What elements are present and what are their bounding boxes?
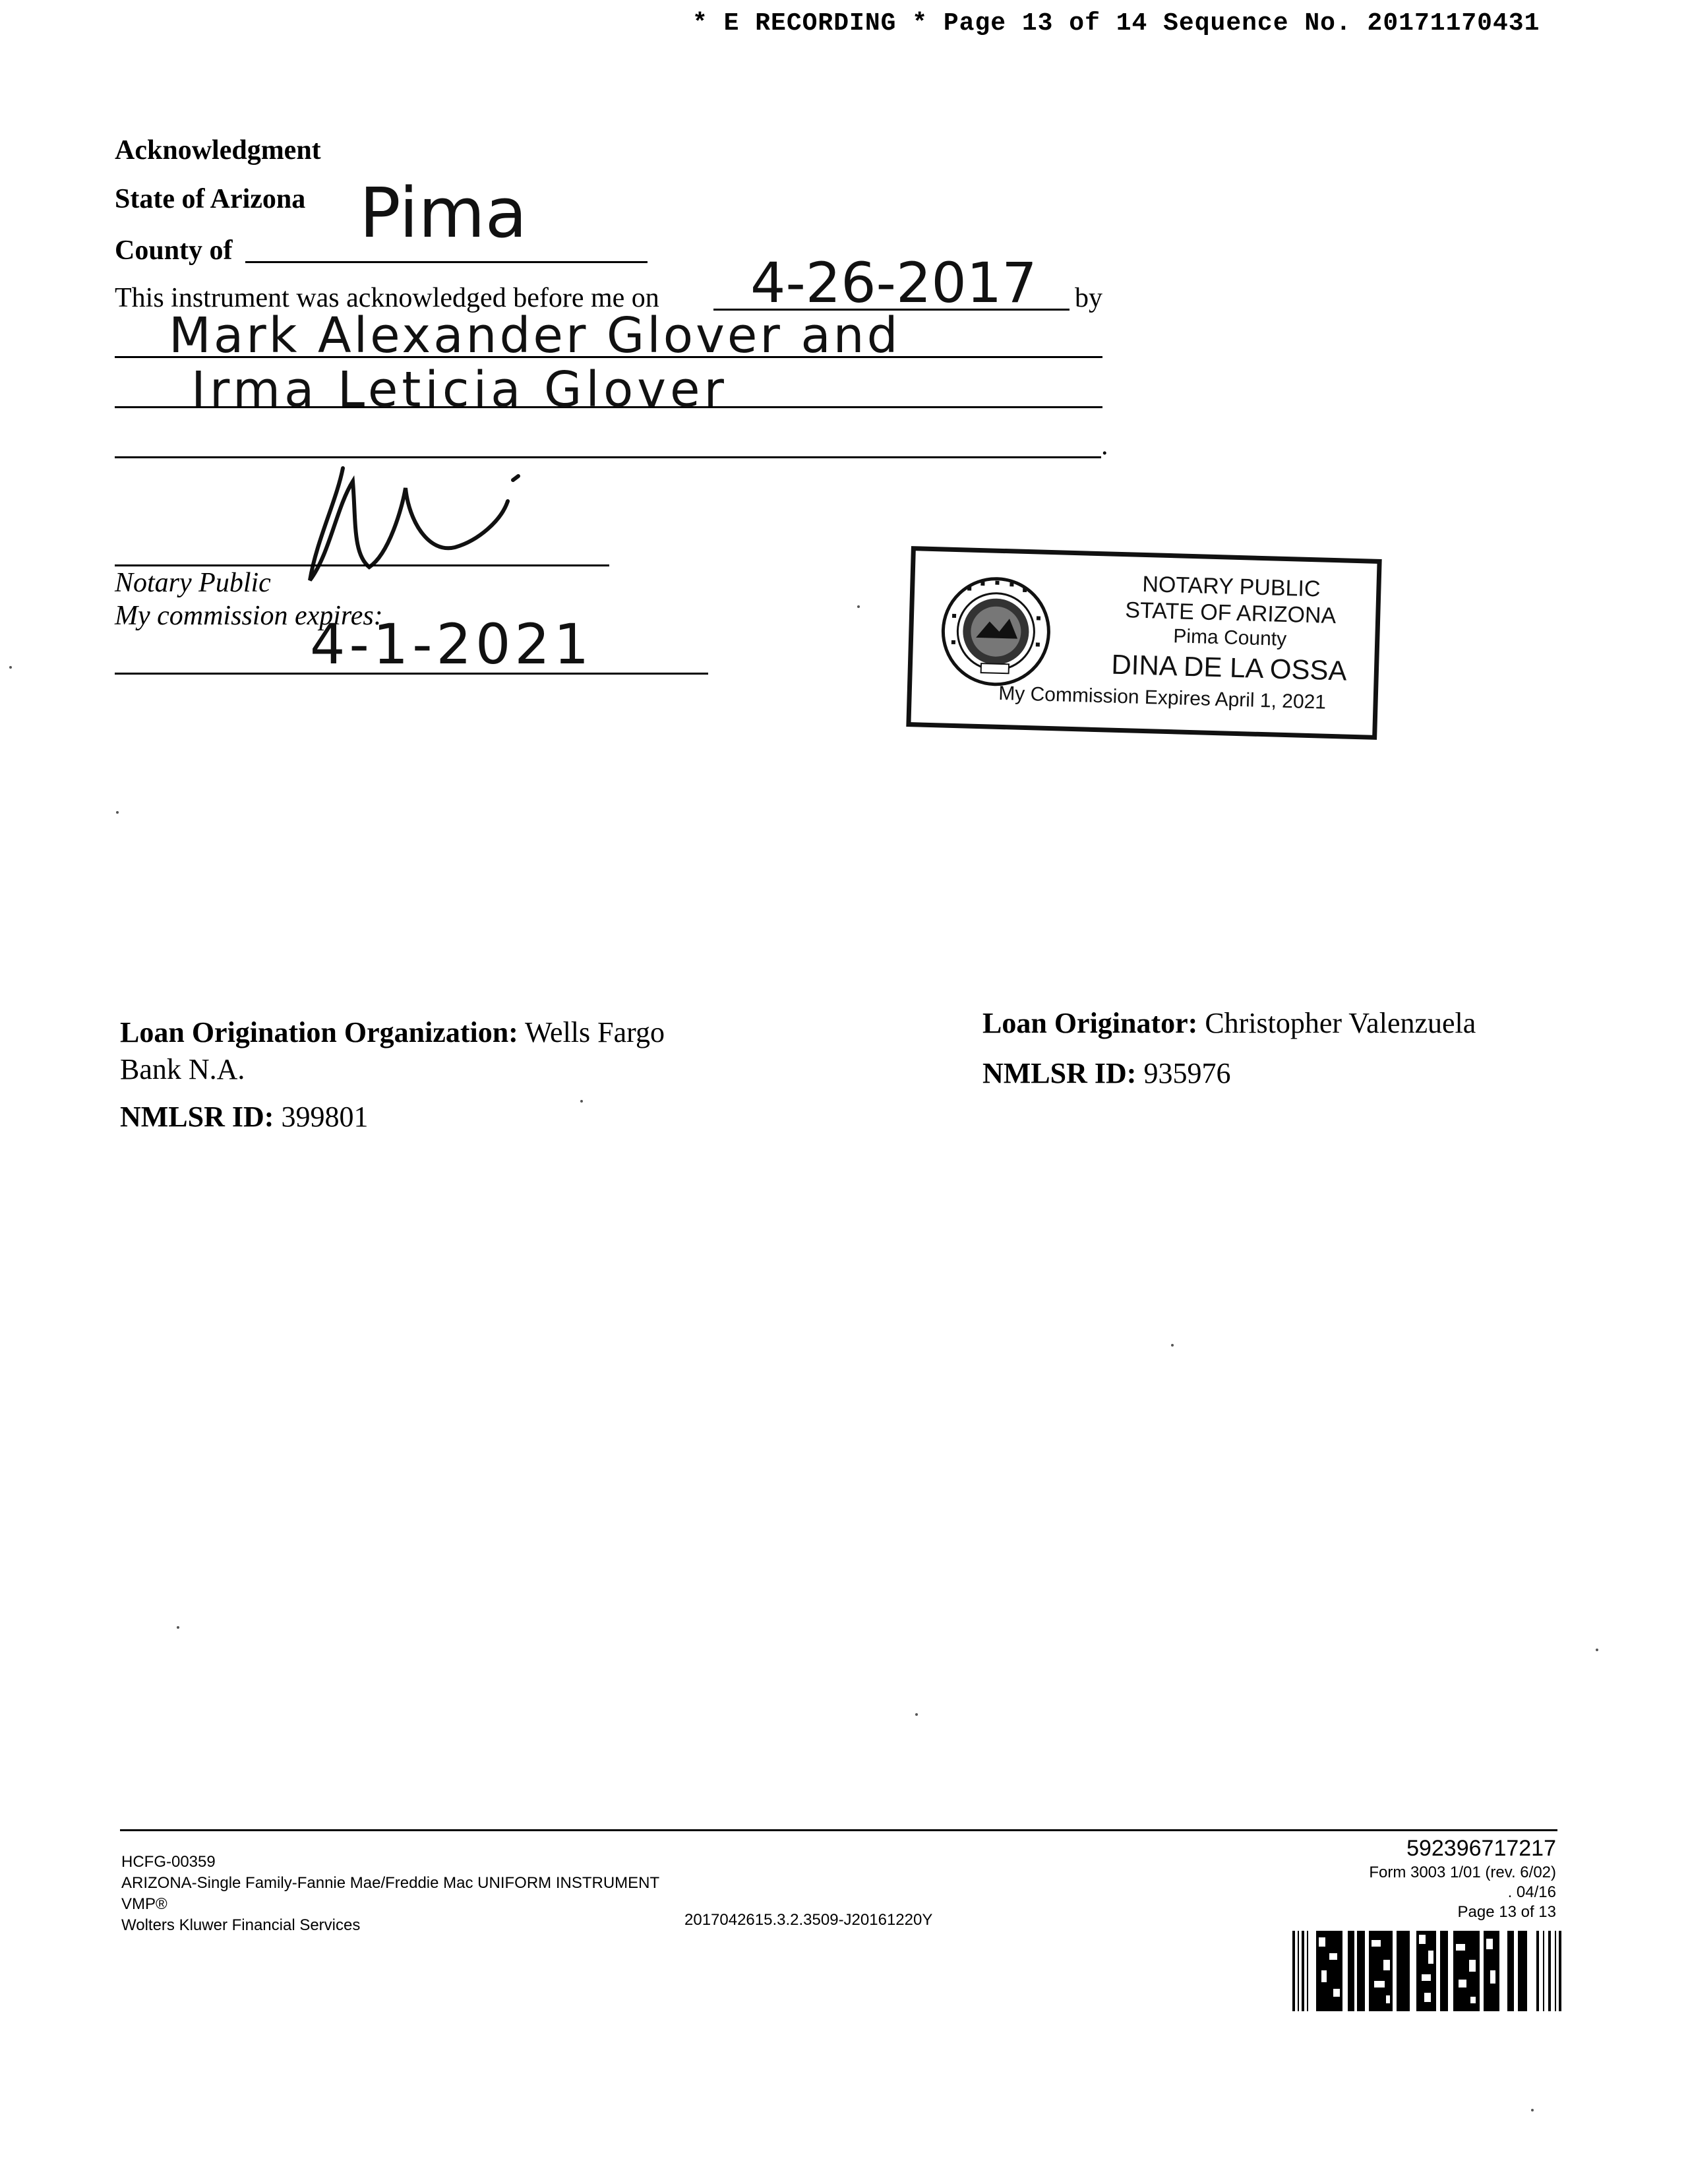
loan-originator-nmlsr-label: NMLSR ID: <box>982 1057 1137 1089</box>
barcode-icon <box>1292 1931 1563 2011</box>
loan-org-label: Loan Origination Organization: <box>120 1016 518 1048</box>
county-line <box>245 261 648 263</box>
notary-public-label: Notary Public <box>115 568 271 598</box>
loan-originator-nmlsr <box>982 1056 1230 1090</box>
signer-period: . <box>1101 431 1108 461</box>
stamp-commission-expires: My Commission Expires April 1, 2021 <box>998 682 1327 713</box>
footer-loan-number: 592396717217 <box>1406 1836 1556 1861</box>
footer-revision: . 04/16 <box>1507 1883 1556 1901</box>
footer-vmp: VMP® <box>121 1895 167 1913</box>
instrument-text: This instrument was acknowledged before me on <box>115 283 659 313</box>
loan-org-nmlsr-value: 399801 <box>281 1101 369 1133</box>
scan-speck <box>915 1713 918 1716</box>
loan-org-value: Wells Fargo <box>525 1016 665 1048</box>
signer-name-1: Mark Alexander Glover and <box>169 307 901 364</box>
stamp-notary-public: NOTARY PUBLIC <box>1141 571 1321 602</box>
state-label: State of Arizona <box>115 184 306 214</box>
footer-page: Page 13 of 13 <box>1457 1903 1556 1921</box>
footer-form-number: Form 3003 1/01 (rev. 6/02) <box>1369 1864 1556 1881</box>
signer-line-3 <box>115 456 1101 458</box>
notary-signature-line <box>115 564 609 566</box>
acknowledgment-title: Acknowledgment <box>115 135 321 166</box>
notary-signature <box>290 455 528 593</box>
loan-origination-organization <box>120 1016 665 1049</box>
footer-instrument: ARIZONA-Single Family-Fannie Mae/Freddie Mac UNIFORM INSTRUMENT <box>121 1874 660 1892</box>
scan-speck <box>1596 1649 1598 1651</box>
loan-originator-nmlsr-value: 935976 <box>1143 1057 1231 1089</box>
commission-line <box>115 673 708 675</box>
commission-expires-label: My commission expires: <box>115 601 383 631</box>
stamp-county: Pima County <box>1172 625 1287 651</box>
county-label: County of <box>115 235 233 266</box>
scan-speck <box>9 666 12 669</box>
loan-org-nmlsr-label: NMLSR ID: <box>120 1101 274 1133</box>
loan-originator-value: Christopher Valenzuela <box>1205 1007 1476 1039</box>
scan-speck <box>1171 1344 1174 1347</box>
signer-name-2: Irma Leticia Glover <box>191 361 728 418</box>
county-handwritten: Pima <box>359 173 528 253</box>
by-label: by <box>1075 283 1102 313</box>
footer-rule <box>120 1829 1557 1831</box>
footer-form-code: HCFG-00359 <box>121 1853 216 1871</box>
loan-originator-label: Loan Originator: <box>982 1007 1198 1039</box>
scan-speck <box>857 605 860 608</box>
scan-speck <box>177 1626 179 1629</box>
loan-org-nmlsr <box>120 1100 368 1134</box>
stamp-notary-name: DINA DE LA OSSA <box>1110 648 1348 686</box>
stamp-state: STATE OF ARIZONA <box>1124 597 1337 629</box>
loan-org-value-cont: Bank N.A. <box>120 1053 245 1085</box>
scan-speck <box>1531 2109 1534 2111</box>
footer-publisher: Wolters Kluwer Financial Services <box>121 1916 361 1934</box>
commission-expires-handwritten: 4-1-2021 <box>310 612 593 677</box>
notary-stamp <box>906 546 1381 740</box>
scan-speck <box>116 811 119 814</box>
date-handwritten: 4-26-2017 <box>750 251 1037 315</box>
recording-header: * E RECORDING * Page 13 of 14 Sequence No. 20171170431 <box>692 9 1540 38</box>
state-seal-icon <box>938 574 1054 689</box>
loan-originator <box>982 1006 1476 1040</box>
scan-speck <box>580 1100 583 1103</box>
footer-doc-code: 2017042615.3.2.3509-J20161220Y <box>684 1911 933 1929</box>
